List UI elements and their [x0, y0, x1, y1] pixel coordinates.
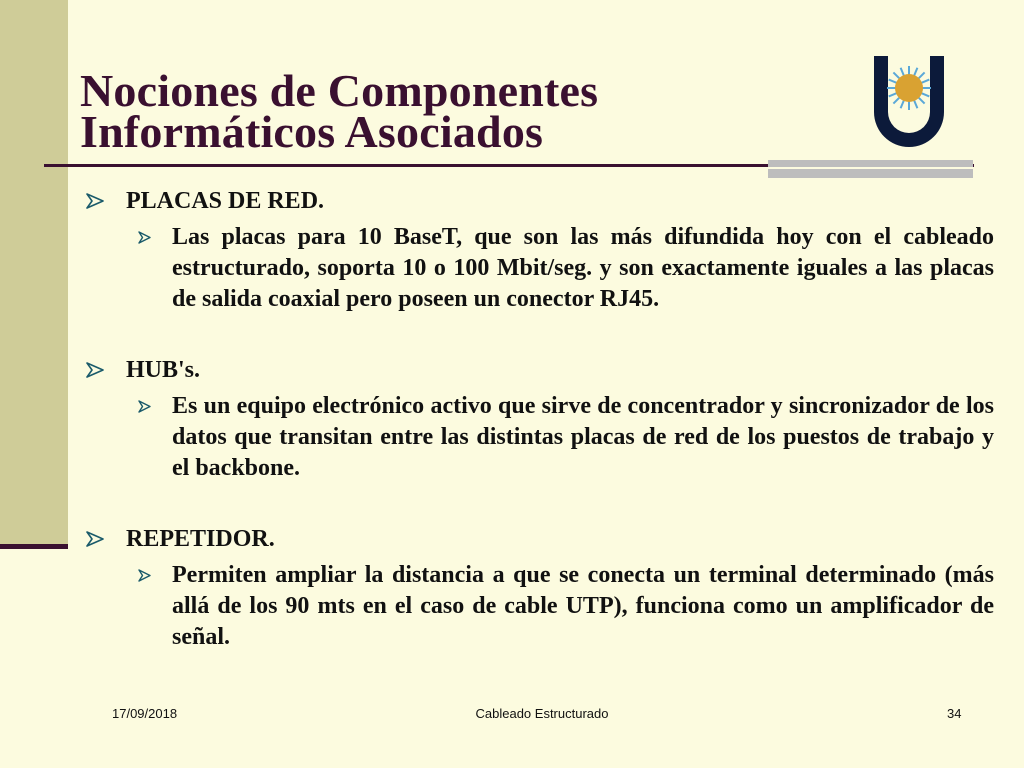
arrow-bullet-icon: [86, 193, 104, 209]
small-arrow-bullet-icon: [138, 231, 151, 244]
section-body: Permiten ampliar la distancia a que se conecta un terminal determinado (más allá de los 90 mts en el caso de cable UTP), funciona como un amplificador de señal.: [172, 560, 994, 653]
section-heading: REPETIDOR.: [82, 524, 994, 554]
title-line-2: Informáticos Asociados: [80, 106, 544, 157]
left-bar-rule: [0, 544, 68, 549]
section-heading: PLACAS DE RED.: [82, 186, 994, 216]
footer-title: Cableado Estructurado: [475, 706, 609, 721]
slide-content: [82, 186, 994, 653]
footer-date: 17/09/2018: [112, 706, 178, 721]
section-body: Las placas para 10 BaseT, que son las más difundida hoy con el cableado estructurado, soporta 10 o 100 Mbit/seg. y son exactamente iguales a las placas de salida coaxial pero poseen un conector RJ45.: [172, 222, 994, 315]
page-title: [80, 65, 599, 157]
university-u-sun-logo-icon: [864, 52, 954, 158]
arrow-bullet-icon: [86, 531, 104, 547]
small-arrow-bullet-icon: [138, 569, 151, 582]
arrow-bullet-icon: [86, 362, 104, 378]
decorative-gray-bar: [768, 160, 973, 178]
footer-page-number: 34: [947, 706, 962, 721]
small-arrow-bullet-icon: [138, 400, 151, 413]
left-decorative-bar: [0, 0, 68, 548]
section-heading: HUB's.: [82, 355, 994, 385]
section-body: Es un equipo electrónico activo que sirve de concentrador y sincronizador de los datos que transitan entre las distintas placas de red de los puestos de trabajo y el backbone.: [172, 391, 994, 484]
title-line-1: Nociones de Componentes: [80, 65, 599, 116]
